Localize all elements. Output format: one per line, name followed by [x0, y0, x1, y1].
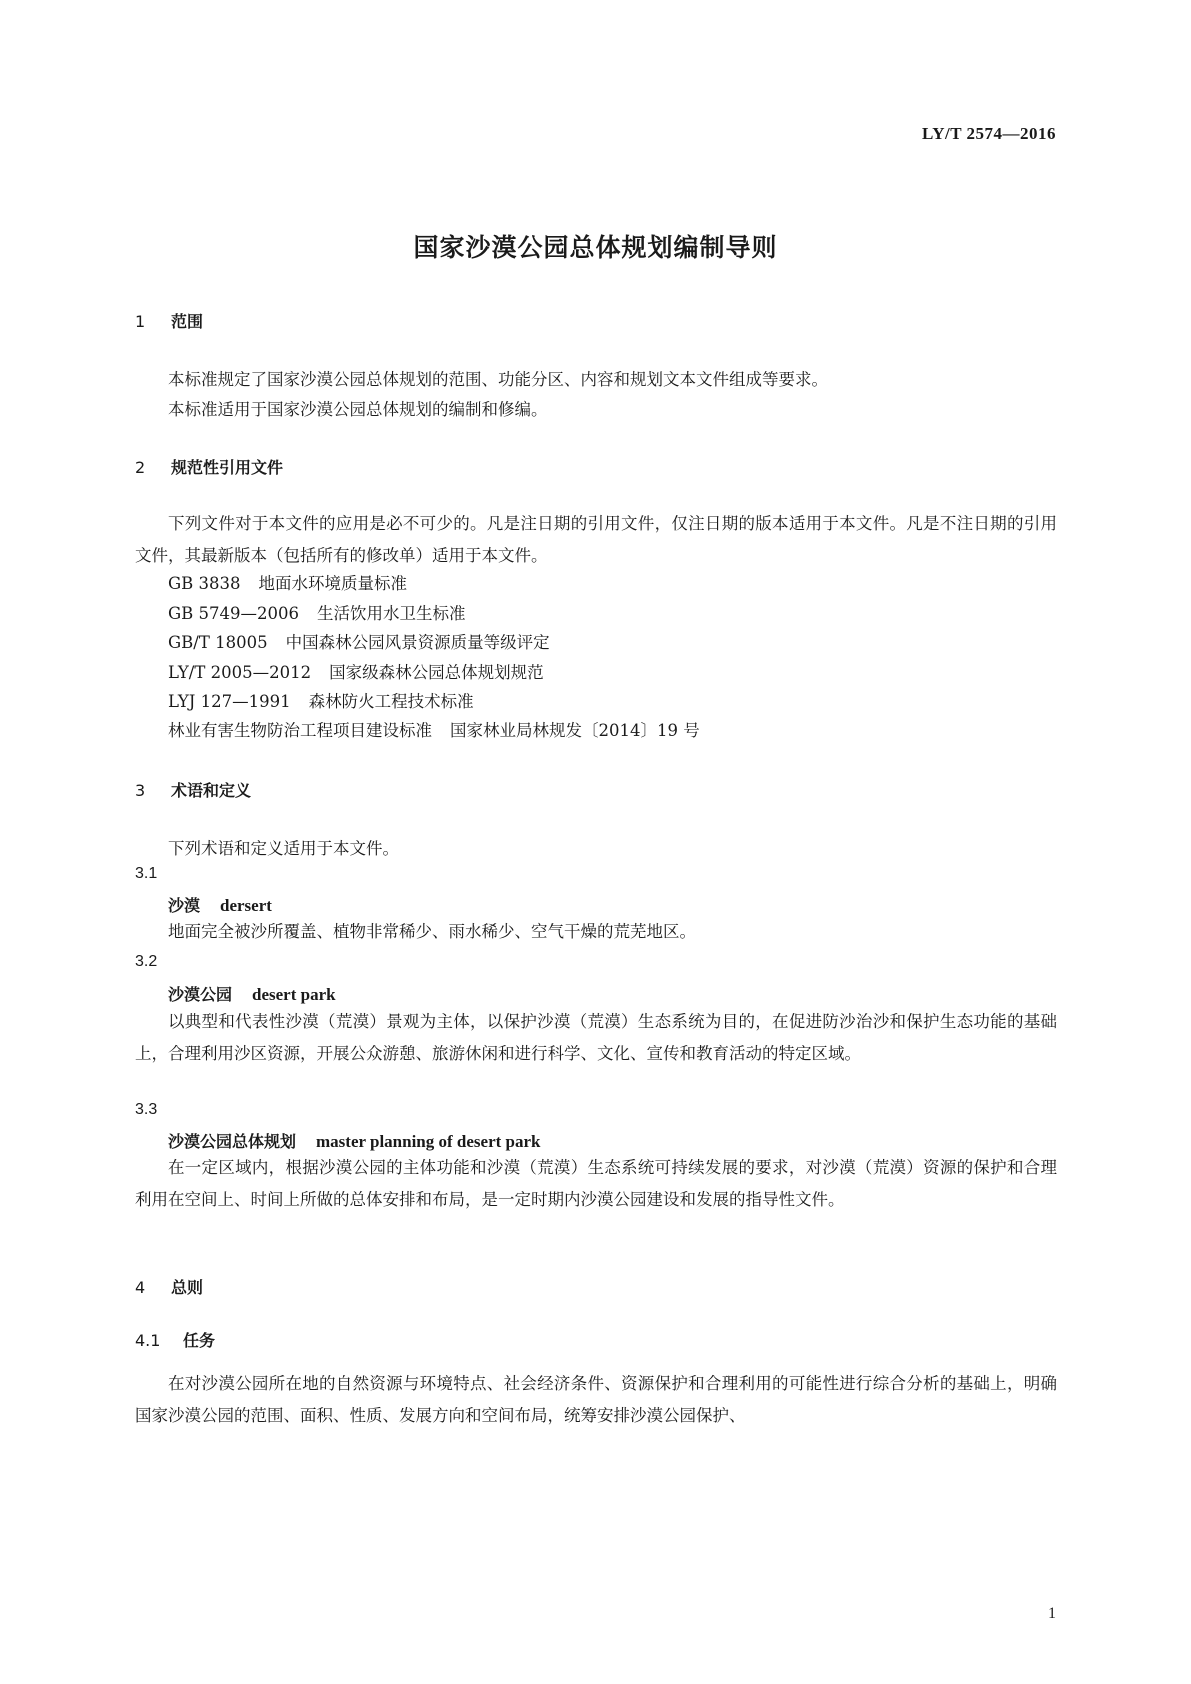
term-heading: [168, 982, 336, 1005]
section-number: 4.1: [135, 1331, 161, 1350]
section-2-intro: 下列文件对于本文件的应用是必不可少的。凡是注日期的引用文件，仅注日期的版本适用于本文件。凡是不注日期的引用文件，其最新版本（包括所有的修改单）适用于本文件。: [135, 514, 1057, 565]
section-4-heading: [135, 1275, 203, 1298]
reference-name: 中国森林公园风景资源质量等级评定: [285, 633, 550, 652]
reference-name: 地面水环境质量标准: [258, 574, 408, 593]
term-cn: 沙漠公园: [168, 985, 233, 1004]
section-4-1-heading: [135, 1328, 215, 1351]
term-definition: 地面完全被沙所覆盖、植物非常稀少、雨水稀少、空气干燥的荒芜地区。: [168, 922, 696, 941]
reference-item: [168, 717, 700, 741]
reference-code: 林业有害生物防治工程项目建设标准: [168, 721, 432, 740]
term-definition: 以典型和代表性沙漠（荒漠）景观为主体，以保护沙漠（荒漠）生态系统为目的，在促进防沙治沙和保护生态功能的基础上，合理利用沙区资源，开展公众游憩、旅游休闲和进行科学、文化、宣传和教育活动的特定区域。: [135, 1012, 1057, 1063]
section-4-1-para: 在对沙漠公园所在地的自然资源与环境特点、社会经济条件、资源保护和合理利用的可能性进行综合分析的基础上，明确国家沙漠公园的范围、面积、性质、发展方向和空间布局，统筹安排沙漠公园保护、: [135, 1374, 1057, 1425]
reference-code: LY/T 2005—2012: [168, 663, 312, 682]
section-number: 1: [135, 312, 146, 331]
term-cn: 沙漠公园总体规划: [168, 1132, 297, 1151]
term-heading: [168, 893, 272, 916]
term-number: 3.3: [135, 1101, 158, 1118]
section-title: 术语和定义: [171, 781, 252, 800]
section-title: 总则: [171, 1278, 204, 1297]
section-1-para-1: 本标准规定了国家沙漠公园总体规划的范围、功能分区、内容和规划文本文件组成等要求。: [168, 370, 828, 389]
section-number: 2: [135, 458, 146, 477]
section-1-heading: [135, 309, 203, 332]
term-en: desert park: [252, 985, 336, 1004]
document-title: 国家沙漠公园总体规划编制导则: [413, 233, 778, 262]
reference-item: [168, 629, 550, 653]
reference-code: LYJ 127—1991: [168, 692, 291, 711]
section-number: 3: [135, 781, 146, 800]
section-title: 范围: [171, 312, 204, 331]
term-heading: [168, 1129, 541, 1152]
section-3-heading: [135, 778, 251, 801]
reference-item: [168, 688, 474, 712]
reference-code: GB/T 18005: [168, 633, 268, 652]
reference-code: GB 3838: [168, 574, 241, 593]
section-3-intro: 下列术语和定义适用于本文件。: [168, 839, 399, 858]
term-cn: 沙漠: [168, 896, 201, 915]
reference-name: 生活饮用水卫生标准: [317, 604, 466, 623]
term-number: 3.1: [135, 865, 158, 882]
section-title: 规范性引用文件: [171, 458, 284, 477]
term-definition: 在一定区域内，根据沙漠公园的主体功能和沙漠（荒漠）生态系统可持续发展的要求，对沙漠（荒漠）资源的保护和合理利用在空间上、时间上所做的总体安排和布局，是一定时期内沙漠公园建设和发展的指导性文件。: [135, 1158, 1057, 1209]
standard-code: LY/T 2574—2016: [921, 124, 1056, 143]
term-number: 3.2: [135, 953, 158, 970]
reference-name: 国家级森林公园总体规划规范: [329, 663, 544, 682]
reference-name: 森林防火工程技术标准: [308, 692, 474, 711]
reference-item: [168, 570, 407, 594]
term-en: master planning of desert park: [316, 1132, 541, 1151]
reference-code: GB 5749—2006: [168, 604, 300, 623]
section-2-heading: [135, 455, 283, 478]
term-en: dersert: [220, 896, 272, 915]
reference-name: 国家林业局林规发〔2014〕19 号: [450, 721, 700, 740]
section-1-para-2: 本标准适用于国家沙漠公园总体规划的编制和修编。: [168, 400, 548, 419]
section-title: 任务: [183, 1331, 216, 1350]
reference-item: [168, 659, 544, 683]
section-number: 4: [135, 1278, 146, 1297]
page-number: 1: [1048, 1605, 1056, 1622]
reference-item: [168, 600, 466, 624]
